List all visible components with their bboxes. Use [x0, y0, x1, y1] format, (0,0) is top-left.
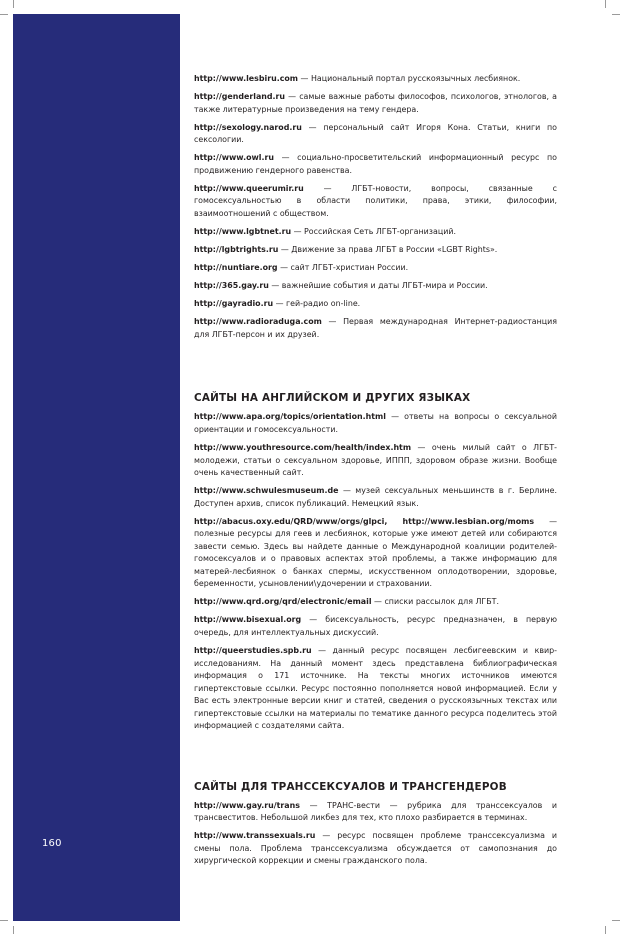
site-url[interactable]: http://www.radioraduga.com	[194, 317, 322, 327]
link-entry	[194, 830, 557, 868]
site-description: — списки рассылок для ЛГБТ.	[371, 597, 499, 607]
site-url[interactable]: http://abacus.oxy.edu/QRD/www/orgs/glpci, http://www.lesbian.org/moms	[194, 516, 535, 526]
site-url[interactable]: http://genderland.ru	[194, 92, 286, 102]
link-entry	[194, 596, 557, 609]
site-url[interactable]: http://www.bisexual.org	[194, 615, 302, 625]
link-entry	[194, 316, 557, 341]
link-entry	[194, 226, 557, 239]
intro-link-list	[194, 73, 557, 341]
site-description: — ответы на вопросы о сексуальной ориентации и гомосексуальности.	[194, 412, 557, 434]
site-description: — Национальный портал русскоязычных лесбиянок.	[298, 74, 521, 83]
link-entry	[194, 262, 557, 275]
site-url[interactable]: http://queerstudies.spb.ru	[194, 646, 312, 655]
site-description: — социально-просветительский информационный ресурс по продвижению гендерного равенства.	[194, 153, 557, 175]
site-url[interactable]: http://www.gay.ru/trans	[194, 800, 300, 810]
site-description: — данный ресурс посвящен лесбигеевским и квир-исследованиям. На данный момент здесь представлена библиографическая информация о 171 источнике. На тексты многих источников имеются гипертекстовые ссылки. Ресурс постоянно пополняется новой информацией. Если у Вас есть электронные версии книг и статей, сведения о русскоязычных текстах или гипертекстовые ссылки на материалы по тематике данного ресурса поделитесь этой информацией с создателями сайта.	[194, 646, 557, 730]
site-description: — гей-радио on-line.	[273, 299, 361, 309]
link-entry	[194, 244, 557, 257]
site-description: — Российская Сеть ЛГБТ-организаций.	[291, 226, 456, 236]
site-url[interactable]: http://gayradio.ru	[194, 299, 274, 309]
site-description: — полезные ресурсы для геев и лесбиянок, которые уже имеют детей или собираются завести семью. Здесь вы найдете данные о Международной коалиции родителей-гомосексуалов и о правовых аспектах этой проблемы, а также информацию для матерей-лесбиянок о банках спермы, искусственном оплодотворении, здоровье, беременности, усыновлении\удочерении и страховании.	[194, 516, 557, 589]
site-description: — ресурс посвящен проблеме транссексуализма и смены пола. Проблема транссексуализма обсуждается от самопознания до хирургической коррекции и смены гражданского пола.	[194, 831, 557, 866]
crop-mark	[0, 14, 8, 15]
link-entry	[194, 485, 557, 510]
site-url[interactable]: http://www.lgbtnet.ru	[194, 226, 292, 236]
site-url[interactable]: http://www.apa.org/topics/orientation.html	[194, 412, 386, 422]
site-description: — очень милый сайт о ЛГБТ-молодежи, статьи о сексуальном здоровье, ИППП, здоровом образе жизни. Вообще очень качественный сайт.	[194, 443, 557, 478]
crop-mark	[13, 0, 14, 8]
site-url[interactable]: http://nuntiare.org	[194, 263, 278, 273]
site-url[interactable]: http://www.queerumir.ru	[194, 183, 304, 193]
section-heading: САЙТЫ ДЛЯ ТРАНССЕКСУАЛОВ И ТРАНСГЕНДЕРОВ	[194, 780, 507, 793]
site-description: — Первая международная Интернет-радиостанция для ЛГБТ-персон и их друзей.	[194, 317, 557, 339]
crop-mark	[0, 920, 8, 921]
link-entry	[194, 411, 557, 436]
link-entry	[194, 91, 557, 116]
link-entry	[194, 183, 557, 221]
site-description: — ЛГБТ-новости, вопросы, связанные с гомосексуальностью в области политики, права, этики, философии, взаимоотношений с обществом.	[194, 183, 557, 218]
crop-mark	[612, 920, 620, 921]
site-description: — важнейшие события и даты ЛГБТ-мира и России.	[268, 281, 488, 291]
section-foreign-sites	[194, 391, 557, 732]
site-description: — бисексуальность, ресурс предназначен, в первую очередь, для интеллектуальных дискуссий.	[194, 615, 557, 637]
site-url[interactable]: http://www.owl.ru	[194, 153, 275, 163]
margin-band	[13, 14, 180, 921]
link-entry	[194, 645, 557, 733]
site-url[interactable]: http://sexology.narod.ru	[194, 122, 302, 132]
link-entry	[194, 122, 557, 147]
site-description: — персональный сайт Игоря Кона. Статьи, книги по сексологии.	[194, 122, 557, 145]
crop-mark	[605, 926, 606, 934]
link-entry	[194, 73, 557, 86]
site-url[interactable]: http://www.schwulesmuseum.de	[194, 486, 339, 496]
crop-mark	[612, 14, 620, 15]
link-entry	[194, 442, 557, 480]
site-description: — музей сексуальных меньшинств в г. Берлине. Доступен архив, список публикаций. Немецкий язык.	[194, 486, 557, 508]
site-url[interactable]: http://www.qrd.org/qrd/electronic/email	[194, 597, 372, 607]
link-entry	[194, 298, 557, 311]
page-number: 160	[42, 838, 62, 849]
link-entry	[194, 280, 557, 293]
site-url[interactable]: http://www.lesbiru.com	[194, 74, 299, 83]
link-entry	[194, 800, 557, 825]
site-url[interactable]: http://www.transsexuals.ru	[194, 831, 316, 841]
site-url[interactable]: http://www.youthresource.com/health/index.htm	[194, 443, 412, 453]
page-content	[194, 73, 557, 873]
site-url[interactable]: http://365.gay.ru	[194, 281, 269, 291]
section-heading: САЙТЫ НА АНГЛИЙСКОМ И ДРУГИХ ЯЗЫКАХ	[194, 392, 471, 405]
site-description: — Движение за права ЛГБТ в России «LGBT Rights».	[278, 245, 498, 255]
crop-mark	[13, 926, 14, 934]
section-trans-sites	[194, 780, 557, 868]
site-description: — самые важные работы философов, психологов, этнологов, а также литературные произведения на тему гендера.	[194, 92, 557, 114]
crop-mark	[605, 0, 606, 8]
site-description: — сайт ЛГБТ-христиан России.	[277, 263, 409, 273]
link-entry	[194, 614, 557, 639]
site-url[interactable]: http://lgbtrights.ru	[194, 245, 279, 255]
link-entry	[194, 152, 557, 177]
link-entry	[194, 516, 557, 591]
site-description: — ТРАНС-вести — рубрика для транссексуалов и трансвеститов. Небольшой ликбез для тех, кто плохо разбирается в терминах.	[194, 800, 557, 822]
